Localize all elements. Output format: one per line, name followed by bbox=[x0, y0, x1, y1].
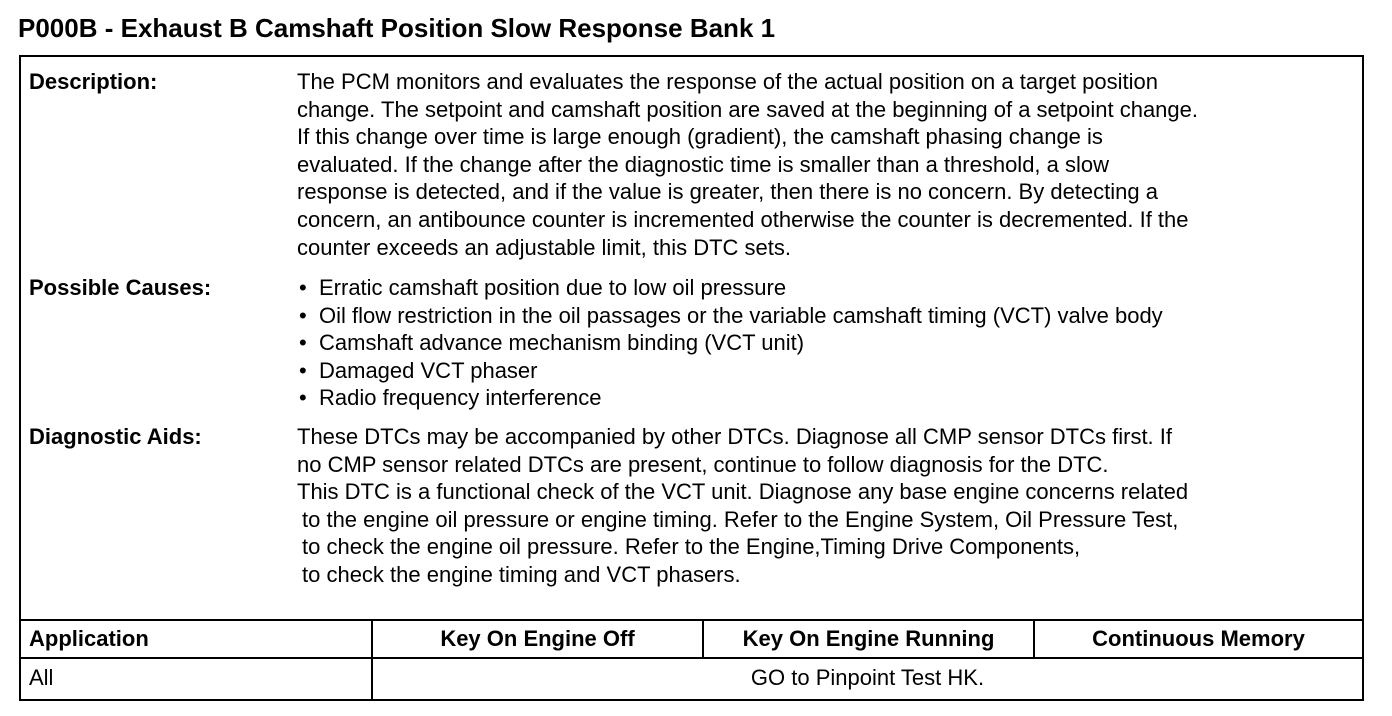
table-row-divider bbox=[21, 657, 1362, 659]
bullet-icon: • bbox=[299, 385, 307, 411]
description-line: If this change over time is large enough (gradient), the camshaft phasing change is bbox=[297, 124, 1103, 150]
diagnostic-aids-line: to check the engine oil pressure. Refer to the Engine,Timing Drive Components, bbox=[302, 534, 1081, 560]
list-item bbox=[297, 274, 1163, 302]
diagnostic-aids-line: no CMP sensor related DTCs are present, continue to follow diagnosis for the DTC. bbox=[297, 451, 1109, 477]
table-cell-application: All bbox=[29, 665, 54, 690]
description-line: response is detected, and if the value is greater, then there is no concern. By detecting a bbox=[297, 179, 1158, 205]
possible-causes-label: Possible Causes: bbox=[29, 275, 212, 300]
bullet-icon: • bbox=[299, 330, 307, 356]
diagnostic-aids-label: Diagnostic Aids: bbox=[29, 424, 202, 449]
description-label: Description: bbox=[29, 69, 158, 94]
list-item bbox=[297, 384, 1163, 412]
diagnostic-aids-line: This DTC is a functional check of the VCT unit. Diagnose any base engine concerns related bbox=[297, 479, 1189, 505]
cause-text: Erratic camshaft position due to low oil pressure bbox=[319, 275, 787, 300]
cause-text: Camshaft advance mechanism binding (VCT unit) bbox=[319, 330, 805, 356]
dtc-info-box bbox=[19, 55, 1364, 701]
table-header-koeo: Key On Engine Off bbox=[440, 626, 635, 651]
diagnostic-aids-line: to check the engine timing and VCT phasers. bbox=[302, 561, 741, 587]
cause-text: Damaged VCT phaser bbox=[319, 357, 538, 383]
cause-text: Oil flow restriction in the oil passages or the variable camshaft timing (VCT) valve body bbox=[319, 302, 1163, 328]
bullet-icon: • bbox=[299, 357, 307, 383]
table-cell-action: GO to Pinpoint Test HK. bbox=[750, 665, 985, 690]
description-line: counter exceeds an adjustable limit, this DTC sets. bbox=[297, 234, 792, 260]
description-line: change. The setpoint and camshaft position are saved at the beginning of a setpoint change. bbox=[297, 96, 1199, 122]
table-header-koer: Key On Engine Running bbox=[742, 626, 995, 651]
list-item bbox=[297, 302, 1163, 330]
bullet-icon: • bbox=[299, 302, 307, 328]
description-line: evaluated. If the change after the diagnostic time is smaller than a threshold, a slow bbox=[297, 151, 1110, 177]
possible-causes-list bbox=[297, 274, 1163, 412]
table-header-continuous-memory: Continuous Memory bbox=[1092, 626, 1305, 651]
diagnostic-aids-text bbox=[297, 423, 1188, 589]
cause-text: Radio frequency interference bbox=[319, 385, 602, 411]
diagnostic-aids-line: These DTCs may be accompanied by other DTCs. Diagnose all CMP sensor DTCs first. If bbox=[297, 424, 1173, 449]
description-line: concern, an antibounce counter is incremented otherwise the counter is decremented. If the bbox=[297, 206, 1189, 232]
table-header-application: Application bbox=[29, 626, 149, 651]
page-title: P000B - Exhaust B Camshaft Position Slow Response Bank 1 bbox=[18, 13, 776, 43]
bullet-icon: • bbox=[299, 275, 307, 300]
list-item bbox=[297, 329, 1163, 357]
description-line: The PCM monitors and evaluates the response of the actual position on a target position bbox=[297, 69, 1158, 94]
list-item bbox=[297, 357, 1163, 385]
description-text bbox=[297, 68, 1198, 261]
diagnostic-aids-line: to the engine oil pressure or engine timing. Refer to the Engine System, Oil Pressure Test, bbox=[302, 506, 1179, 532]
